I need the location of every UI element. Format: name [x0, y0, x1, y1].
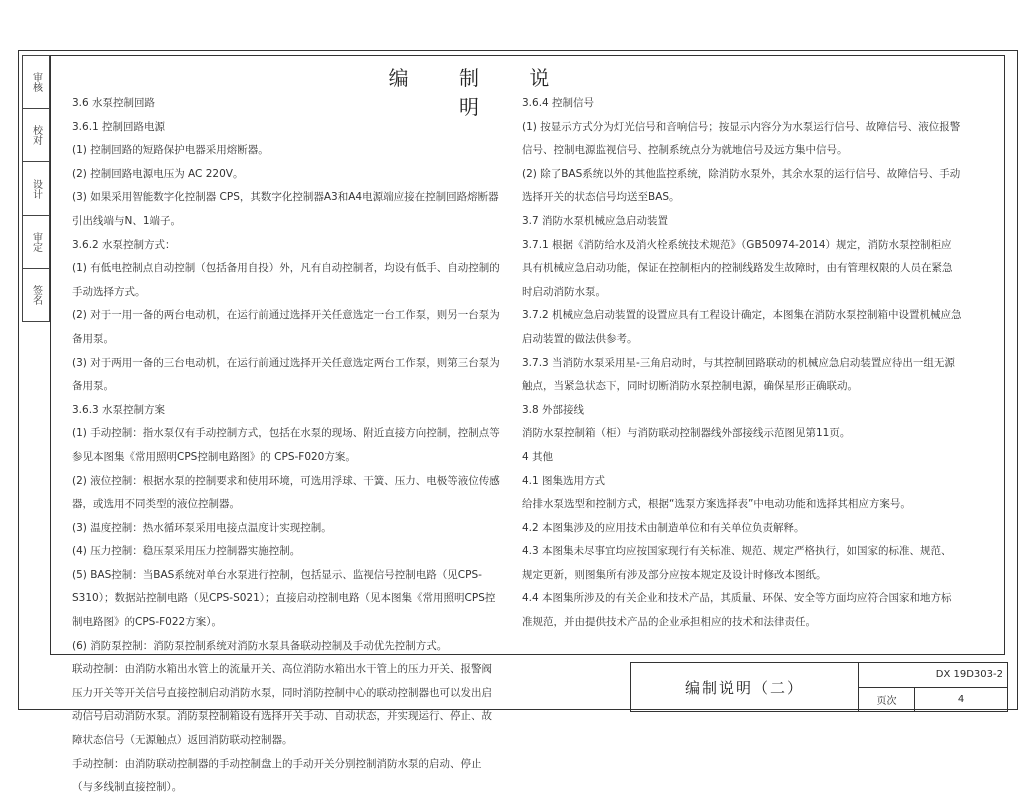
text-paragraph: 3.7.1 根据《消防给水及消火栓系统技术规范》（GB50974-2014）规定，消防水泵控制柜应具有机械应急启动功能，保证在控制柜内的控制线路发生故障时，由有管理权限的人员在紧急时启动消防水泵。: [522, 238, 953, 298]
page-number: 4: [957, 693, 965, 705]
text-paragraph: (1) 控制回路的短路保护电器采用熔断器。: [72, 144, 269, 157]
binding-cell: 签名: [30, 284, 42, 305]
text-paragraph: (1) 有低电控制点自动控制（包括备用自投）外，凡有自动控制者，均设有低手、自动控制的手动选择方式。: [72, 262, 500, 298]
binding-cell: 审核: [23, 56, 49, 109]
text-paragraph: 4.1 图集选用方式: [522, 474, 606, 487]
text-paragraph: (4) 压力控制：稳压泵采用压力控制器实施控制。: [72, 545, 301, 558]
binding-cell: 设计: [23, 162, 49, 215]
title-block-name: 编制说明（二）: [631, 663, 859, 711]
page-label: 页次: [859, 688, 915, 712]
text-paragraph: (1) 按显示方式分为灯光信号和音响信号；按显示内容分为水泵运行信号、故障信号、液位报警信号、控制电源监视信号、控制系统点分为就地信号及远方集中信号。: [522, 120, 961, 157]
text-paragraph: (2) 控制回路电源电压为 AC 220V。: [72, 167, 244, 180]
text-paragraph: 3.6 水泵控制回路: [72, 97, 156, 109]
title-block: [630, 662, 1008, 712]
text-paragraph: (2) 对于一用一备的两台电动机，在运行前通过选择开关任意选定一台工作泵，则另一台泵为备用泵。: [72, 309, 500, 345]
text-paragraph: (3) 对于两用一备的三台电动机，在运行前通过选择开关任意选定两台工作泵，则第三台泵为备用泵。: [72, 356, 500, 393]
text-paragraph: 4 其他: [522, 450, 554, 463]
title-block-page-row: [859, 688, 1007, 712]
text-paragraph: (2) 除了BAS系统以外的其他监控系统，除消防水泵外，其余水泵的运行信号、故障信号、手动选择开关的状态信号均送至BAS。: [522, 167, 961, 204]
binding-strip: [22, 55, 50, 322]
text-paragraph: 3.6.1 控制回路电源: [72, 120, 166, 133]
text-paragraph: (3) 温度控制：热水循环泵采用电接点温度计实现控制。: [72, 521, 332, 534]
text-paragraph: 3.7.2 机械应急启动装置的设置应具有工程设计确定，本图集在消防水泵控制箱中设置机械应急启动装置的做法供参考。: [522, 309, 962, 345]
right-column: [522, 92, 962, 635]
text-paragraph: (6) 消防泵控制：消防泵控制系统对消防水泵具备联动控制及手动优先控制方式。: [72, 639, 448, 652]
text-paragraph: 4.2 本图集涉及的应用技术由制造单位和有关单位负责解释。: [522, 521, 805, 534]
text-paragraph: 3.6.4 控制信号: [522, 97, 595, 109]
binding-cell: 审定: [23, 216, 49, 269]
text-paragraph: 3.6.3 水泵控制方案: [72, 403, 166, 416]
text-paragraph: 3.7 消防水泵机械应急启动装置: [522, 214, 669, 227]
text-paragraph: 3.6.2 水泵控制方式：: [72, 238, 176, 251]
text-paragraph: (5) BAS控制：当BAS系统对单台水泵进行控制，包括显示、监视信号控制电路（见CPS-S310）；数据站控制电路（见CPS-S021）；直接启动控制电路（见本图集《常用照明CPS控制电路图》的CPS-F022方案）。: [72, 568, 496, 629]
text-paragraph: 4.3 本图集未尽事宜均应按国家现行有关标准、规范、规定严格执行，如国家的标准、规范、规定更新，则图集所有涉及部分应按本规定及设计时修改本图纸。: [522, 545, 952, 581]
text-paragraph: 给排水泵选型和控制方式，根据“选泵方案选择表”中电动功能和选择其相应方案号。: [522, 498, 911, 511]
title-block-meta: [859, 663, 1007, 711]
text-paragraph: 联动控制：由消防水箱出水管上的流量开关、高位消防水箱出水干管上的压力开关、报警阀压力开关等开关信号直接控制启动消防水泵，同时消防控制中心的联动控制器也可以发出启动信号启动消防水泵。消防泵控制箱设有选择开关手动、自动状态，并实现运行、停止、故障状态信号（无源触点）返回消防联动控制器。: [72, 663, 492, 747]
page-title: 编 制 说 明: [388, 66, 572, 119]
text-paragraph: 3.7.3 当消防水泵采用星-三角启动时，与其控制回路联动的机械应急启动装置应待出一组无源触点，当紧急状态下，同时切断消防水泵控制电源，确保星形正确联动。: [522, 356, 955, 393]
text-paragraph: (3) 如果采用智能数字化控制器 CPS，其数字化控制器A3和A4电源端应接在控制回路熔断器引出线端与N、1端子。: [72, 191, 499, 227]
title-block-code-row: [859, 663, 1007, 688]
text-paragraph: 3.8 外部接线: [522, 403, 585, 416]
text-paragraph: 手动控制：由消防联动控制器的手动控制盘上的手动开关分别控制消防水泵的启动、停止（与多线制直接控制）。: [72, 757, 482, 794]
text-paragraph: 4.4 本图集所涉及的有关企业和技术产品，其质量、环保、安全等方面均应符合国家和地方标准规范，并由提供技术产品的企业承担相应的技术和法律责任。: [522, 592, 952, 629]
binding-cell: 校对: [23, 109, 49, 162]
text-paragraph: (2) 液位控制：根据水泵的控制要求和使用环境，可选用浮球、干簧、压力、电极等液位传感器，或选用不同类型的液位控制器。: [72, 474, 500, 511]
text-paragraph: (1) 手动控制：指水泵仅有手动控制方式，包括在水泵的现场、附近直接方向控制，控制点等参见本图集《常用照明CPS控制电路图》的 CPS-F020方案。: [72, 427, 500, 463]
text-paragraph: 消防水泵控制箱（柜）与消防联动控制器线外部接线示范图见第11页。: [522, 427, 851, 440]
left-column: [72, 92, 502, 800]
drawing-code: DX 19D303-2: [935, 669, 1003, 681]
